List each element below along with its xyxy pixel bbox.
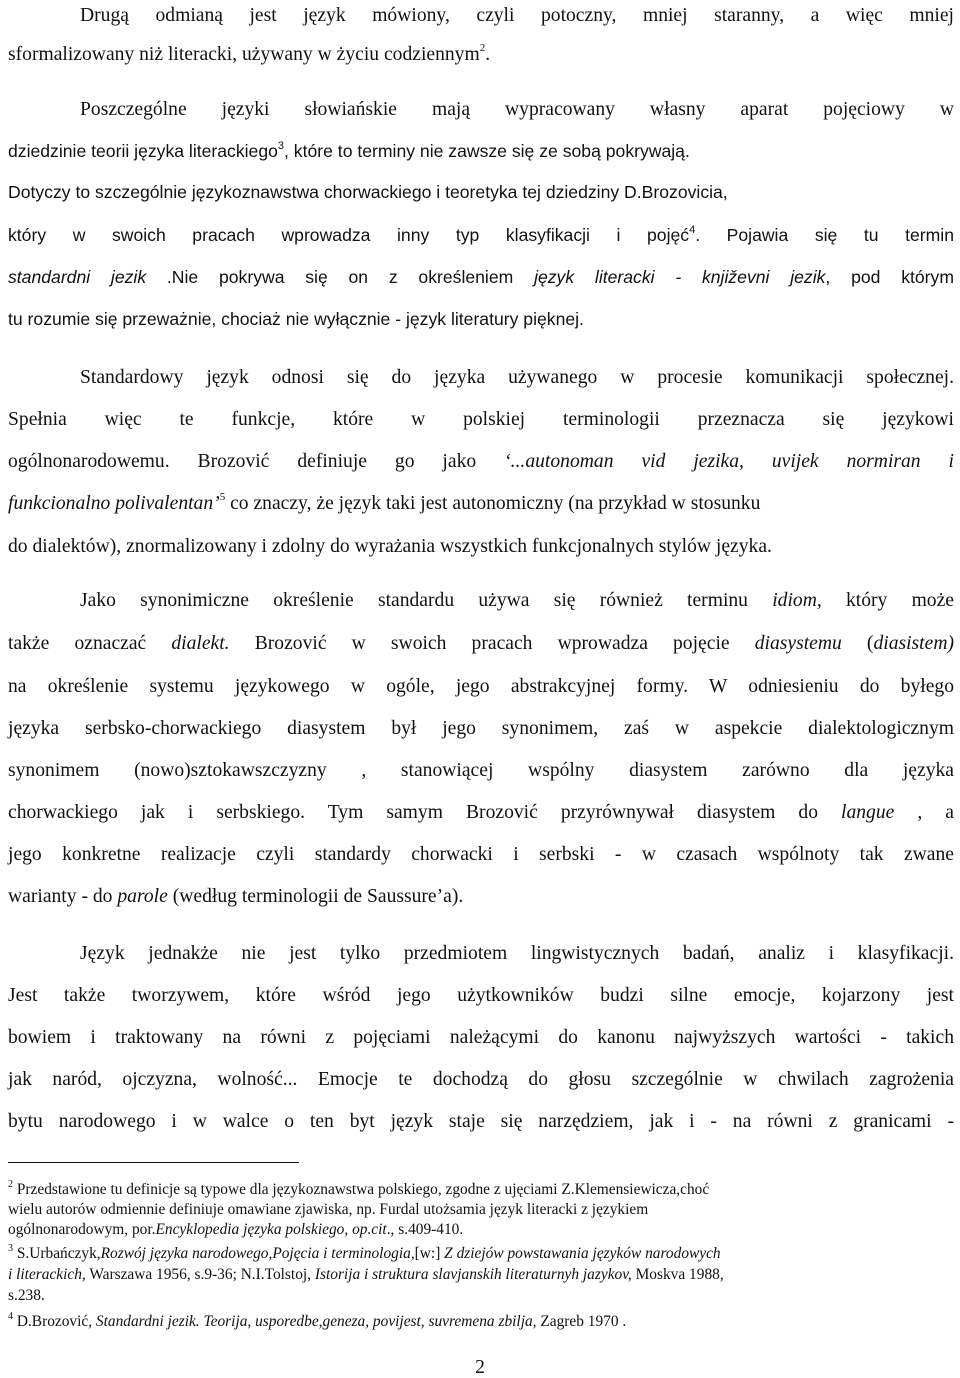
p5-line-1: Język jednakże nie jest tylko przedmiotem lingwistycznych badań, analiz i klasyfikacji. [80, 943, 954, 964]
p2-line-5: standardni jezik .Nie pokrywa się on z określeniem język literacki - književni jezik, pod którym [8, 267, 954, 287]
footnote-number-2: 2 [8, 1178, 13, 1190]
footnote-ref-2[interactable]: 2 [479, 42, 486, 55]
p4-line-1: Jako synonimiczne określenie standardu używa się również terminu idiom, który może [80, 590, 954, 611]
p3-line-1: Standardowy język odnosi się do języka używanego w procesie komunikacji społecznej. [80, 367, 954, 388]
p4-line-5: synonimem (nowo)sztokawszczyzny , stanowiącej wspólny diasystem zarówno dla języka [8, 760, 954, 781]
p5-line-3: bowiem i traktowany na równi z pojęciami należącymi do kanonu najwyższych wartości - takich [8, 1027, 954, 1048]
p2-line-4: który w swoich pracach wprowadza inny typ klasyfikacji i pojęć$^4$. Pojawia się tu termin [8, 224, 954, 245]
footnote-3-line-3: s.238. [8, 1287, 45, 1304]
footnote-ref-5[interactable]: 5 [219, 491, 226, 504]
p4-line-6: chorwackiego jak i serbskiego. Tym samym Brozović przyrównywał diasystem do langue , a [8, 802, 954, 823]
footnote-3-line-2: i literackich, Warszawa 1956, s.9-36; N.I.Tolstoj, Istorija i struktura slavjanskih literaturnyh jazykov, Moskva 1988, [8, 1266, 724, 1283]
page-number: 2 [475, 1357, 485, 1378]
p1-line-1: Drugą odmianą jest język mówiony, czyli potoczny, mniej staranny, a więc mniej [80, 5, 954, 26]
p2-line-2: dziedzinie teorii języka literackiego$^3$, które to terminy nie zawsze się ze sobą pokrywają. [8, 140, 690, 161]
p5-line-5: bytu narodowego i w walce o ten byt język staje się narzędziem, jak i - na równi z granicami - [8, 1111, 954, 1132]
p5-line-2: Jest także tworzywem, które wśród jego użytkowników budzi silne emocje, kojarzony jest [8, 985, 954, 1006]
p4-line-7: jego konkretne realizacje czyli standardy chorwacki i serbski - w czasach wspólnoty tak zwane [8, 844, 954, 865]
footnote-number-4: 4 [8, 1310, 13, 1322]
p2-line-3: Dotyczy to szczególnie językoznawstwa chorwackiego i teoretyka tej dziedziny D.Brozovicia, [8, 182, 728, 202]
p2-line-1: Poszczególne języki słowiańskie mają wypracowany własny aparat pojęciowy w [80, 99, 954, 120]
p4-line-4: języka serbsko-chorwackiego diasystem był jego synonimem, zaś w aspekcie dialektologicznym [8, 718, 954, 739]
footnote-separator [8, 1162, 299, 1163]
p4-line-8: warianty - do parole (według terminologii de Saussure’a). [8, 886, 464, 907]
footnote-ref-4[interactable]: 4 [689, 224, 696, 237]
p4-line-3: na określenie systemu językowego w ogóle, jego abstrakcyjnej formy. W odniesieniu do byłego [8, 676, 954, 697]
p2-line-6: tu rozumie się przeważnie, chociaż nie wyłącznie - język literatury pięknej. [8, 309, 584, 329]
footnote-3-line-1: $^3$ S.Urbańczyk,Rozwój języka narodowego,Pojęcia i terminologia,[w:] Z dziejów powstawania języków narodowych [8, 1242, 721, 1262]
p1-line-2: sformalizowany niż literacki, używany w życiu codziennym$^2$. [8, 42, 491, 65]
footnote-2-line-3: ogólnonarodowym, por.Encyklopedia języka polskiego, op.cit., s.409-410. [8, 1221, 464, 1238]
p5-line-4: jak naród, ojczyzna, wolność... Emocje te dochodzą do głosu szczególnie w chwilach zagrożenia [8, 1069, 954, 1090]
p3-line-2: Spełnia więc te funkcje, które w polskiej terminologii przeznacza się językowi [8, 409, 954, 430]
p4-line-2: także oznaczać dialekt. Brozović w swoich pracach wprowadza pojęcie diasystemu (diasistem) [8, 633, 954, 654]
footnote-number-3: 3 [8, 1242, 13, 1254]
footnote-4-line-1: $^4$ D.Brozović, Standardni jezik. Teorija, usporedbe,geneza, povijest, suvremena zbilja, Zagreb 1970 . [8, 1310, 627, 1330]
p3-line-4: funkcionalno polivalentan’$^5$ co znaczy, że język taki jest autonomiczny (na przykład w stosunku [8, 491, 761, 514]
footnote-2-line-2: wielu autorów odmiennie definiuje omawiane zjawiska, np. Furdal utożsamia język literacki z językiem [8, 1201, 649, 1218]
footnote-ref-3[interactable]: 3 [277, 140, 285, 153]
footnote-2-line-1: $^2$ Przedstawione tu definicje są typowe dla językoznawstwa polskiego, zgodne z ujęciami Z.Klemensiewicza,choć [8, 1178, 710, 1198]
p3-line-3: ogólnonarodowemu. Brozović definiuje go jako ‘...autonoman vid jezika, uvijek normiran i [8, 451, 954, 472]
p3-line-5: do dialektów), znormalizowany i zdolny do wyrażania wszystkich funkcjonalnych stylów języka. [8, 536, 772, 557]
